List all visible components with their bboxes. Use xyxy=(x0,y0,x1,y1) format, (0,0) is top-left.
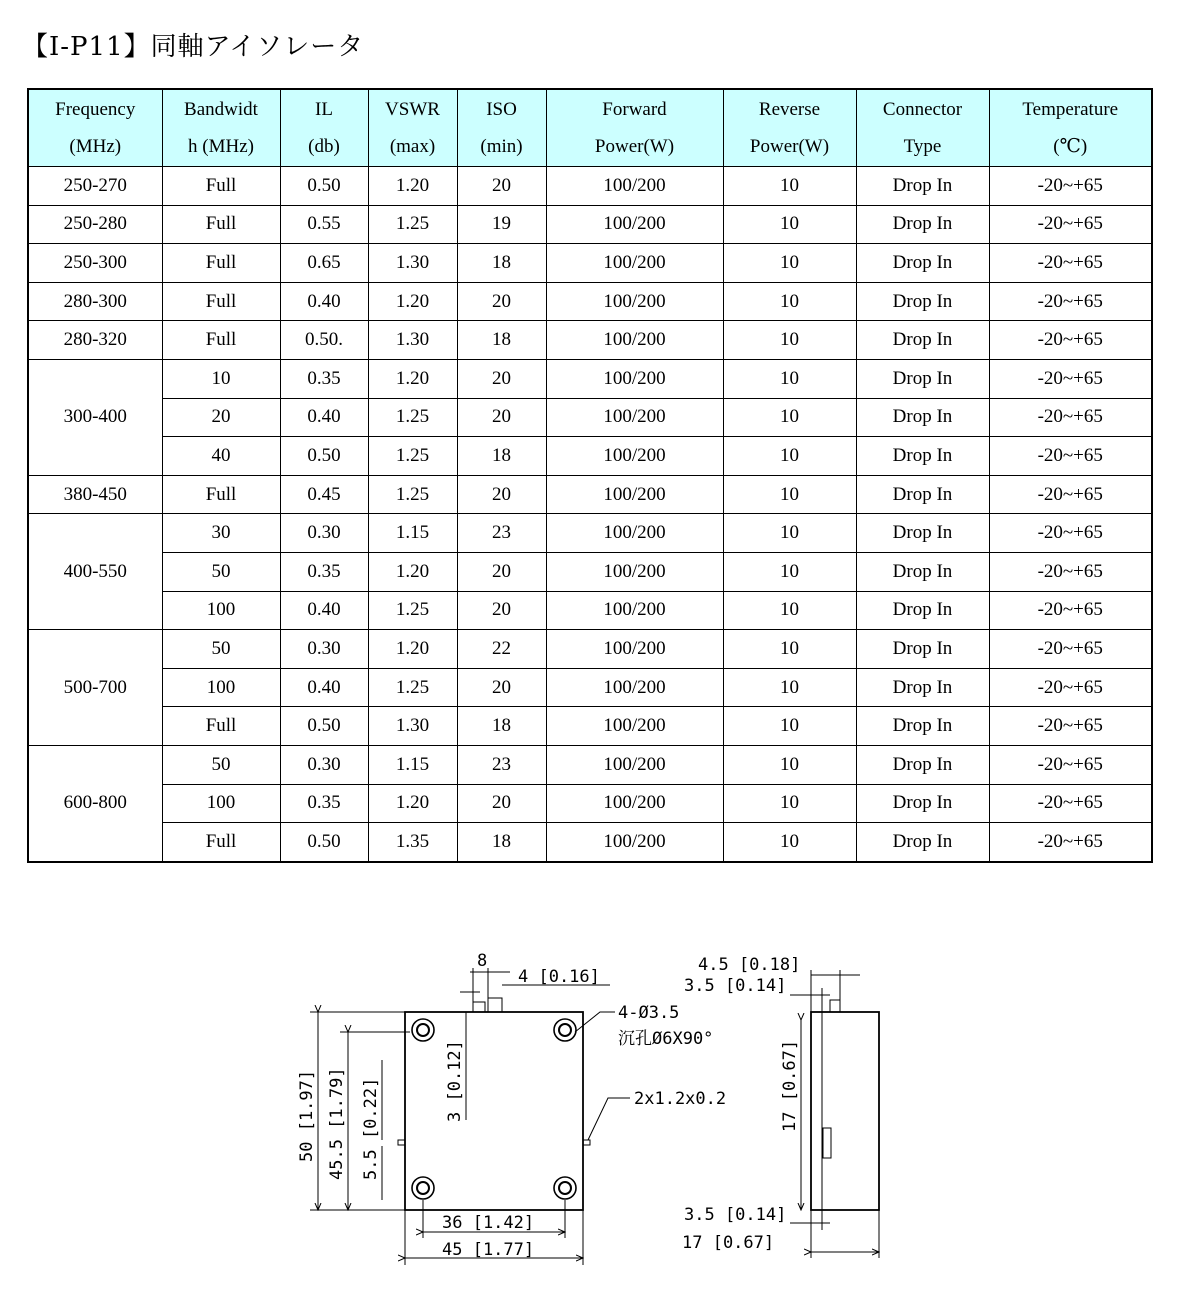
cell-iso: 22 xyxy=(457,630,546,669)
cell-vswr: 1.30 xyxy=(368,707,457,746)
table-row xyxy=(28,437,1152,476)
table-row xyxy=(28,398,1152,437)
cell-forward: 100/200 xyxy=(546,205,723,244)
cell-connector: Drop In xyxy=(856,823,989,862)
column-header xyxy=(723,89,856,167)
column-header-line1: Bandwidt xyxy=(184,99,258,120)
table-row xyxy=(28,630,1152,669)
column-header-line1: Frequency xyxy=(55,99,136,120)
cell-temperature: -20~+65 xyxy=(989,514,1152,553)
cell-forward: 100/200 xyxy=(546,321,723,360)
table-header xyxy=(28,89,1152,167)
cell-il: 0.50 xyxy=(280,167,368,206)
cell-bandwidth: Full xyxy=(162,244,280,283)
cell-vswr: 1.15 xyxy=(368,514,457,553)
cell-connector: Drop In xyxy=(856,321,989,360)
cell-frequency: 280-300 xyxy=(28,282,162,321)
cell-reverse: 10 xyxy=(723,784,856,823)
column-header xyxy=(280,89,368,167)
cell-connector: Drop In xyxy=(856,282,989,321)
cell-connector: Drop In xyxy=(856,784,989,823)
dim-8-label: 8 xyxy=(477,951,488,971)
cell-vswr: 1.20 xyxy=(368,359,457,398)
cell-temperature: -20~+65 xyxy=(989,745,1152,784)
cell-bandwidth: 10 xyxy=(162,359,280,398)
column-header-line2: Power(W) xyxy=(749,136,830,157)
cell-forward: 100/200 xyxy=(546,668,723,707)
cell-bandwidth: Full xyxy=(162,707,280,746)
cell-bandwidth: Full xyxy=(162,167,280,206)
cell-connector: Drop In xyxy=(856,591,989,630)
cell-reverse: 10 xyxy=(723,475,856,514)
cell-reverse: 10 xyxy=(723,745,856,784)
cell-temperature: -20~+65 xyxy=(989,282,1152,321)
cell-vswr: 1.35 xyxy=(368,823,457,862)
cell-connector: Drop In xyxy=(856,630,989,669)
dim-pin-label: 2x1.2x0.2 xyxy=(634,1089,727,1109)
cell-frequency: 500-700 xyxy=(28,630,162,746)
cell-reverse: 10 xyxy=(723,167,856,206)
cell-frequency: 250-280 xyxy=(28,205,162,244)
cell-temperature: -20~+65 xyxy=(989,244,1152,283)
table-row xyxy=(28,475,1152,514)
cell-iso: 20 xyxy=(457,398,546,437)
column-header-line1: Temperature xyxy=(1022,99,1119,120)
cell-connector: Drop In xyxy=(856,205,989,244)
cell-frequency: 600-800 xyxy=(28,745,162,861)
column-header xyxy=(989,89,1152,167)
cell-forward: 100/200 xyxy=(546,823,723,862)
cell-il: 0.35 xyxy=(280,552,368,591)
cell-temperature: -20~+65 xyxy=(989,784,1152,823)
cell-iso: 20 xyxy=(457,784,546,823)
cell-iso: 18 xyxy=(457,437,546,476)
dim-17-horizontal-label: 17 [0.67] xyxy=(682,1233,775,1253)
cell-il: 0.50 xyxy=(280,823,368,862)
cell-temperature: -20~+65 xyxy=(989,205,1152,244)
cell-il: 0.45 xyxy=(280,475,368,514)
cell-reverse: 10 xyxy=(723,244,856,283)
column-header-line1: Connector xyxy=(882,99,963,120)
cell-temperature: -20~+65 xyxy=(989,321,1152,360)
cell-forward: 100/200 xyxy=(546,784,723,823)
spec-table xyxy=(27,88,1153,863)
cell-connector: Drop In xyxy=(856,514,989,553)
mounting-hole-icon xyxy=(412,1177,434,1199)
cell-reverse: 10 xyxy=(723,282,856,321)
table-row xyxy=(28,321,1152,360)
dim-5-5-label: 5.5 [0.22] xyxy=(361,1077,381,1180)
cell-vswr: 1.15 xyxy=(368,745,457,784)
cell-vswr: 1.20 xyxy=(368,552,457,591)
cell-connector: Drop In xyxy=(856,167,989,206)
cell-bandwidth: 100 xyxy=(162,668,280,707)
cell-il: 0.40 xyxy=(280,398,368,437)
cell-il: 0.40 xyxy=(280,591,368,630)
table-row xyxy=(28,668,1152,707)
cell-vswr: 1.25 xyxy=(368,437,457,476)
cell-bandwidth: Full xyxy=(162,475,280,514)
cell-forward: 100/200 xyxy=(546,282,723,321)
cell-iso: 18 xyxy=(457,707,546,746)
cell-temperature: -20~+65 xyxy=(989,359,1152,398)
cell-il: 0.35 xyxy=(280,359,368,398)
cell-connector: Drop In xyxy=(856,707,989,746)
dim-4-5-label: 4.5 [0.18] xyxy=(698,955,801,975)
cell-frequency: 400-550 xyxy=(28,514,162,630)
cell-bandwidth: Full xyxy=(162,321,280,360)
cell-forward: 100/200 xyxy=(546,745,723,784)
cell-bandwidth: 50 xyxy=(162,552,280,591)
cell-il: 0.35 xyxy=(280,784,368,823)
cell-connector: Drop In xyxy=(856,398,989,437)
column-header-line2: (MHz) xyxy=(69,136,122,157)
table-row xyxy=(28,514,1152,553)
cell-connector: Drop In xyxy=(856,668,989,707)
cell-forward: 100/200 xyxy=(546,591,723,630)
dim-3-label: 3 [0.12] xyxy=(445,1040,465,1122)
page-title: 【I-P11】同軸アイソレータ xyxy=(22,32,365,62)
cell-frequency: 280-320 xyxy=(28,321,162,360)
cell-forward: 100/200 xyxy=(546,398,723,437)
column-header-line2: Power(W) xyxy=(594,136,675,157)
cell-iso: 20 xyxy=(457,282,546,321)
cell-frequency: 250-300 xyxy=(28,244,162,283)
cell-iso: 20 xyxy=(457,552,546,591)
cell-iso: 20 xyxy=(457,668,546,707)
cell-iso: 20 xyxy=(457,167,546,206)
cell-temperature: -20~+65 xyxy=(989,475,1152,514)
table-row xyxy=(28,552,1152,591)
cell-forward: 100/200 xyxy=(546,167,723,206)
cell-il: 0.30 xyxy=(280,745,368,784)
cell-frequency: 300-400 xyxy=(28,359,162,475)
cell-connector: Drop In xyxy=(856,745,989,784)
column-header-line2: (℃) xyxy=(1053,136,1088,157)
column-header xyxy=(368,89,457,167)
cell-temperature: -20~+65 xyxy=(989,823,1152,862)
cell-temperature: -20~+65 xyxy=(989,707,1152,746)
cell-temperature: -20~+65 xyxy=(989,668,1152,707)
cell-bandwidth: 30 xyxy=(162,514,280,553)
cell-bandwidth: 50 xyxy=(162,745,280,784)
column-header-line2: (max) xyxy=(389,136,436,157)
cell-vswr: 1.25 xyxy=(368,205,457,244)
mounting-hole-icon xyxy=(412,1019,434,1041)
cell-vswr: 1.25 xyxy=(368,668,457,707)
cell-frequency: 250-270 xyxy=(28,167,162,206)
cell-forward: 100/200 xyxy=(546,707,723,746)
table-row xyxy=(28,282,1152,321)
cell-iso: 19 xyxy=(457,205,546,244)
cell-reverse: 10 xyxy=(723,205,856,244)
header-row xyxy=(28,89,1152,167)
cell-reverse: 10 xyxy=(723,823,856,862)
cell-il: 0.40 xyxy=(280,668,368,707)
cell-vswr: 1.20 xyxy=(368,630,457,669)
table-row xyxy=(28,359,1152,398)
cell-forward: 100/200 xyxy=(546,475,723,514)
cell-reverse: 10 xyxy=(723,321,856,360)
cell-il: 0.65 xyxy=(280,244,368,283)
table-row xyxy=(28,244,1152,283)
cell-reverse: 10 xyxy=(723,514,856,553)
cell-iso: 20 xyxy=(457,359,546,398)
cell-forward: 100/200 xyxy=(546,437,723,476)
column-header xyxy=(457,89,546,167)
column-header xyxy=(28,89,162,167)
table-row xyxy=(28,745,1152,784)
cell-reverse: 10 xyxy=(723,668,856,707)
cell-iso: 20 xyxy=(457,591,546,630)
cell-vswr: 1.25 xyxy=(368,398,457,437)
cell-forward: 100/200 xyxy=(546,359,723,398)
dim-45-5-label: 45.5 [1.79] xyxy=(327,1067,347,1180)
column-header xyxy=(162,89,280,167)
cell-vswr: 1.20 xyxy=(368,784,457,823)
cell-iso: 23 xyxy=(457,745,546,784)
cell-reverse: 10 xyxy=(723,398,856,437)
cell-forward: 100/200 xyxy=(546,244,723,283)
cell-temperature: -20~+65 xyxy=(989,552,1152,591)
cell-il: 0.50 xyxy=(280,707,368,746)
cell-reverse: 10 xyxy=(723,552,856,591)
cell-connector: Drop In xyxy=(856,475,989,514)
cell-iso: 23 xyxy=(457,514,546,553)
column-header-line2: h (MHz) xyxy=(188,136,254,157)
cell-bandwidth: 100 xyxy=(162,784,280,823)
cell-reverse: 10 xyxy=(723,630,856,669)
cell-iso: 18 xyxy=(457,244,546,283)
side-view-body xyxy=(811,1012,879,1210)
cell-vswr: 1.20 xyxy=(368,167,457,206)
dim-3-5-bottom-label: 3.5 [0.14] xyxy=(684,1205,787,1225)
cell-vswr: 1.20 xyxy=(368,282,457,321)
column-header-line1: VSWR xyxy=(385,99,440,120)
cell-temperature: -20~+65 xyxy=(989,591,1152,630)
cell-iso: 18 xyxy=(457,823,546,862)
table-body xyxy=(28,167,1152,862)
column-header-line1: Reverse xyxy=(758,99,821,120)
table-row xyxy=(28,707,1152,746)
column-header-line2: Type xyxy=(903,136,942,157)
cell-vswr: 1.25 xyxy=(368,475,457,514)
cell-connector: Drop In xyxy=(856,437,989,476)
column-header-line1: ISO xyxy=(486,99,517,120)
dim-50-label: 50 [1.97] xyxy=(297,1069,317,1162)
cell-forward: 100/200 xyxy=(546,552,723,591)
dim-countersink-label: 沉孔Ø6X90° xyxy=(618,1029,714,1049)
table-row xyxy=(28,167,1152,206)
cell-vswr: 1.25 xyxy=(368,591,457,630)
table-row xyxy=(28,823,1152,862)
cell-iso: 20 xyxy=(457,475,546,514)
cell-bandwidth: 20 xyxy=(162,398,280,437)
cell-reverse: 10 xyxy=(723,437,856,476)
table-row xyxy=(28,591,1152,630)
cell-frequency: 380-450 xyxy=(28,475,162,514)
column-header xyxy=(546,89,723,167)
dim-36-label: 36 [1.42] xyxy=(442,1213,535,1233)
cell-il: 0.50. xyxy=(280,321,368,360)
mounting-hole-icon xyxy=(554,1019,576,1041)
cell-bandwidth: Full xyxy=(162,205,280,244)
cell-connector: Drop In xyxy=(856,244,989,283)
dim-45-label: 45 [1.77] xyxy=(442,1240,535,1260)
cell-reverse: 10 xyxy=(723,707,856,746)
column-header-line1: IL xyxy=(315,99,333,120)
cell-bandwidth: 100 xyxy=(162,591,280,630)
column-header-line2: (min) xyxy=(480,136,523,157)
column-header-line2: (db) xyxy=(308,136,340,157)
cell-il: 0.30 xyxy=(280,630,368,669)
dim-17-vertical-label: 17 [0.67] xyxy=(780,1039,800,1132)
dim-4-label: 4 [0.16] xyxy=(518,967,600,987)
cell-il: 0.30 xyxy=(280,514,368,553)
dim-3-5-top-label: 3.5 [0.14] xyxy=(684,976,787,996)
cell-il: 0.50 xyxy=(280,437,368,476)
cell-connector: Drop In xyxy=(856,359,989,398)
cell-reverse: 10 xyxy=(723,359,856,398)
cell-bandwidth: 50 xyxy=(162,630,280,669)
dim-hole-label: 4-Ø3.5 xyxy=(618,1003,680,1023)
cell-bandwidth: Full xyxy=(162,282,280,321)
column-header-line1: Forward xyxy=(602,99,667,120)
cell-temperature: -20~+65 xyxy=(989,398,1152,437)
cell-temperature: -20~+65 xyxy=(989,437,1152,476)
table-row xyxy=(28,205,1152,244)
cell-il: 0.55 xyxy=(280,205,368,244)
cell-vswr: 1.30 xyxy=(368,321,457,360)
cell-bandwidth: 40 xyxy=(162,437,280,476)
cell-forward: 100/200 xyxy=(546,630,723,669)
cell-temperature: -20~+65 xyxy=(989,630,1152,669)
cell-forward: 100/200 xyxy=(546,514,723,553)
mounting-hole-icon xyxy=(554,1177,576,1199)
dimension-drawing xyxy=(270,940,910,1280)
cell-vswr: 1.30 xyxy=(368,244,457,283)
cell-iso: 18 xyxy=(457,321,546,360)
cell-bandwidth: Full xyxy=(162,823,280,862)
cell-temperature: -20~+65 xyxy=(989,167,1152,206)
cell-il: 0.40 xyxy=(280,282,368,321)
cell-reverse: 10 xyxy=(723,591,856,630)
column-header xyxy=(856,89,989,167)
cell-connector: Drop In xyxy=(856,552,989,591)
table-row xyxy=(28,784,1152,823)
